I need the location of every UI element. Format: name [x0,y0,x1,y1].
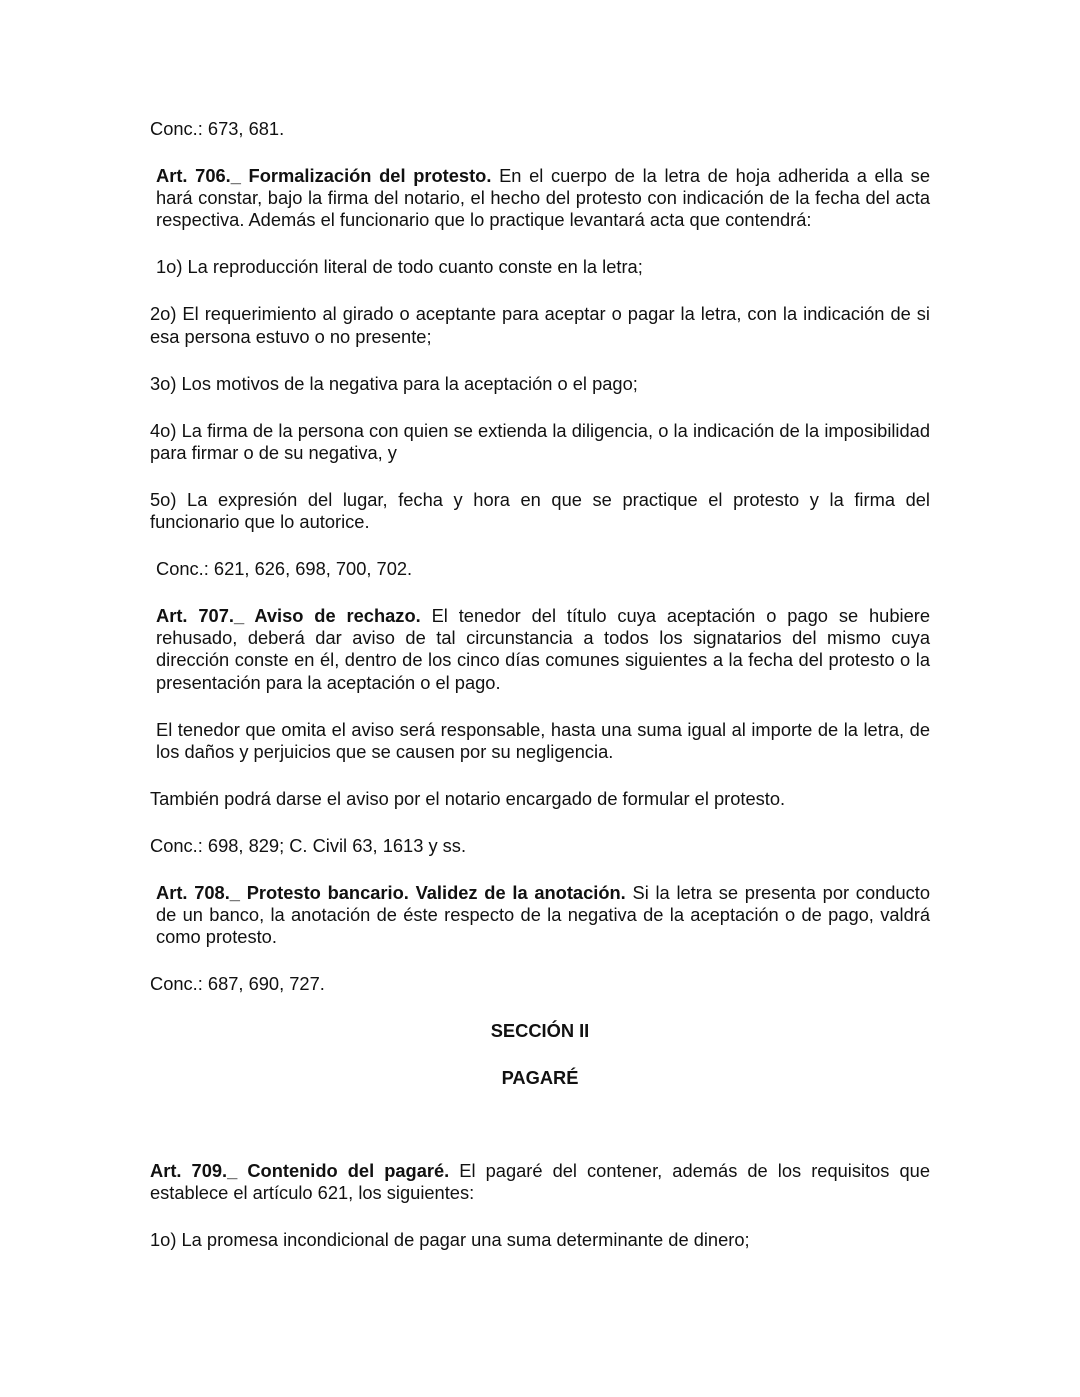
article-707-heading: Art. 707._ Aviso de rechazo. [156,605,421,627]
item-4: 4o) La firma de la persona con quien se extienda la diligencia, o la indicación de la imposibilidad para firmar o de su negativa, y [150,419,930,463]
article-709-item-1: 1o) La promesa incondicional de pagar una suma determinante de dinero; [150,1228,750,1250]
article-706-heading: Art. 706._ Formalización del protesto. [156,165,492,186]
article-708-body: Si la letra se presenta por conducto de un banco, la anotación de éste respecto de la negativa de la aceptación o de pago, valdrá como protesto. [156,881,930,948]
article-707-paragraph-3: También podrá darse el aviso por el notario encargado de formular el protesto. [150,787,786,809]
item-2: 2o) El requerimiento al girado o aceptante para aceptar o pagar la letra, con la indicación de si esa persona estuvo o no presente; [150,303,930,347]
article-708 [150,882,930,949]
article-709-body: El pagaré del contener, además de los requisitos que establece el artículo 621, los siguientes: [150,1159,930,1203]
article-707-body: El tenedor del título cuya aceptación o pago se hubiere rehusado, deberá dar aviso de tal circunstancia a todos los signatarios del mismo cuya dirección conste en él, dentro de los cinco días comunes siguientes a la fecha del protesto o la presentación para la aceptación o el pago. [156,605,930,693]
article-706-body: En el cuerpo de la letra de hoja adherida a ella se hará constar, bajo la firma del notario, el hecho del protesto con indicación de la fecha del acta respectiva. Además el funcionario que lo practique levantará acta que contendrá: [156,165,930,231]
section-subtitle: PAGARÉ [501,1067,579,1089]
item-1: 1o) La reproducción literal de todo cuanto conste en la letra; [156,256,643,278]
item-3: 3o) Los motivos de la negativa para la aceptación o el pago; [150,372,638,394]
concordance-673: Conc.: 673, 681. [150,118,285,139]
item-5: 5o) La expresión del lugar, fecha y hora en que se practique el protesto y la firma del funcionario que lo autorice. [150,488,930,533]
article-708-heading: Art. 708._ Protesto bancario. Validez de la anotación. [156,881,626,903]
document-page [150,118,930,1251]
concordance-687: Conc.: 687, 690, 727. [150,973,325,995]
concordance-698: Conc.: 698, 829; C. Civil 63, 1613 y ss. [150,834,467,856]
section-title: SECCIÓN II [490,1020,590,1042]
concordance-621: Conc.: 621, 626, 698, 700, 702. [156,558,413,580]
article-709 [150,1160,930,1204]
article-706 [150,165,930,232]
article-707-paragraph-2: El tenedor que omita el aviso será responsable, hasta una suma igual al importe de la letra, de los daños y perjuicios que se causen por su negligencia. [156,718,930,762]
article-709-heading: Art. 709._ Contenido del pagaré. [150,1159,450,1181]
article-707 [150,605,930,694]
